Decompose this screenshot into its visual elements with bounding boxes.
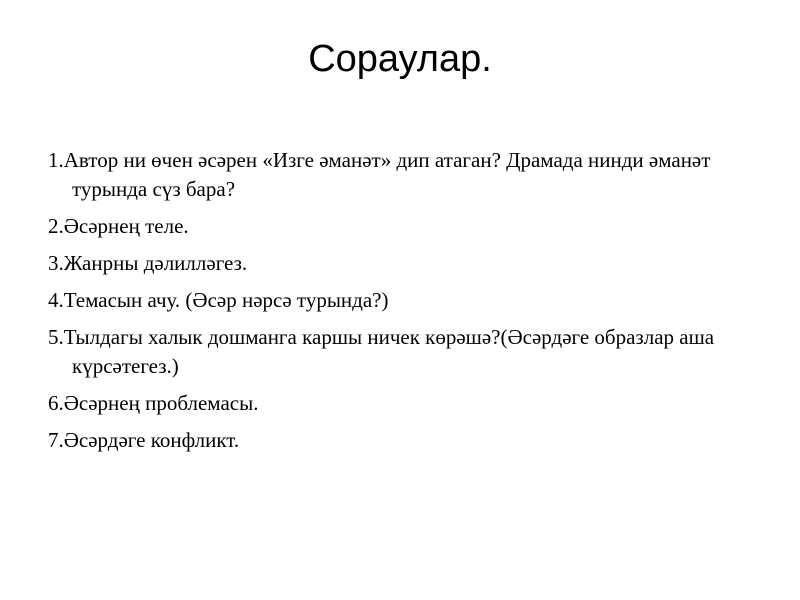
question-item-2: 2.Әсәрнең теле. — [48, 214, 189, 238]
question-item-6: 6.Әсәрнең проблемасы. — [48, 391, 259, 415]
question-item-7: 7.Әсәрдәге конфликт. — [48, 428, 240, 452]
question-item-5: 5.Тылдагы халык дошманга каршы ничек көрәшә?(Әсәрдәге образлар аша күрсәтегез.) — [48, 325, 715, 378]
question-item-3: 3.Жанрны дәлилләгез. — [48, 251, 248, 275]
question-item-1: 1.Автор ни өчен әсәрен «Изге әманәт» дип атаган? Драмада нинди әманәт турында сүз бара? — [48, 148, 711, 201]
question-list — [48, 146, 768, 463]
slide-title: Сораулар. — [308, 38, 492, 81]
question-item-4: 4.Темасын ачу. (Әсәр нәрсә турында?) — [48, 288, 389, 312]
